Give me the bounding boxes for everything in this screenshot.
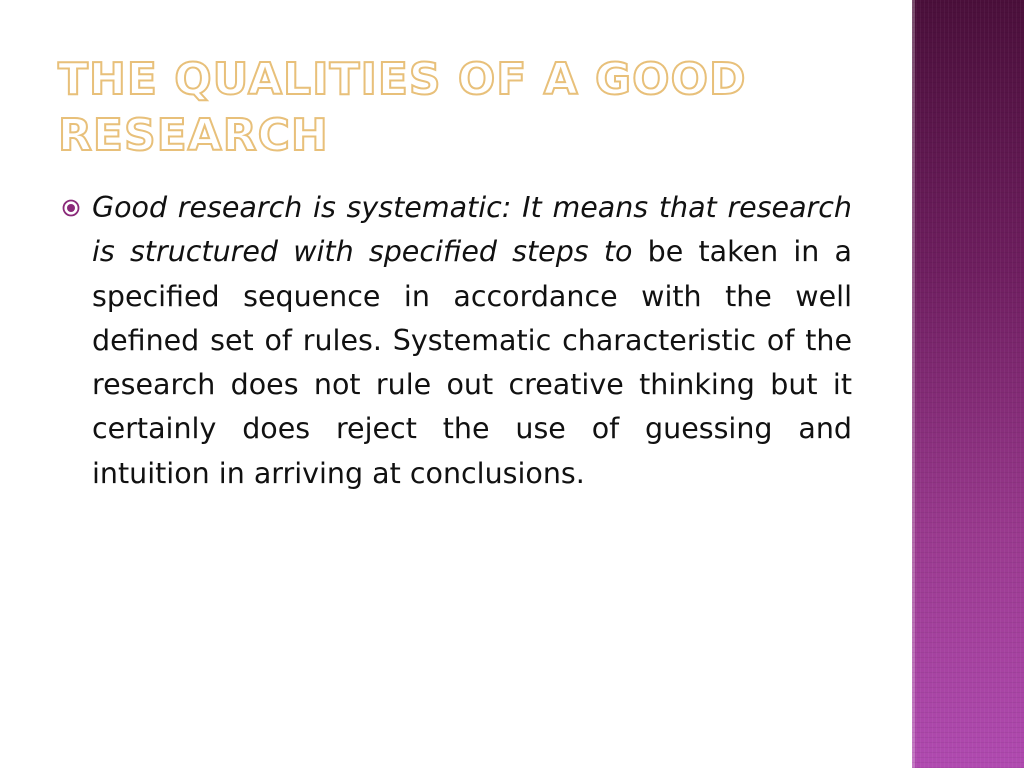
side-bar-texture (912, 0, 1024, 768)
slide-title: THE QUALITIES OF A GOOD RESEARCH (58, 54, 747, 161)
bullet-lead-text: Good research is systematic: It means that research is structured with specified steps to (92, 191, 852, 269)
slide-body (62, 186, 852, 496)
bullet-text (92, 186, 852, 496)
bullet-rest-text: be taken in a specified sequence in accordance with the well defined set of rules. Systematic characteristic of the research does not rule out creative thinking but it certainly does reject the use of guessing and intuition in arriving at conclusions. (92, 235, 852, 490)
circled-dot-bullet-icon (62, 199, 80, 217)
bullet-item (62, 186, 852, 496)
decorative-side-bar (912, 0, 1024, 768)
